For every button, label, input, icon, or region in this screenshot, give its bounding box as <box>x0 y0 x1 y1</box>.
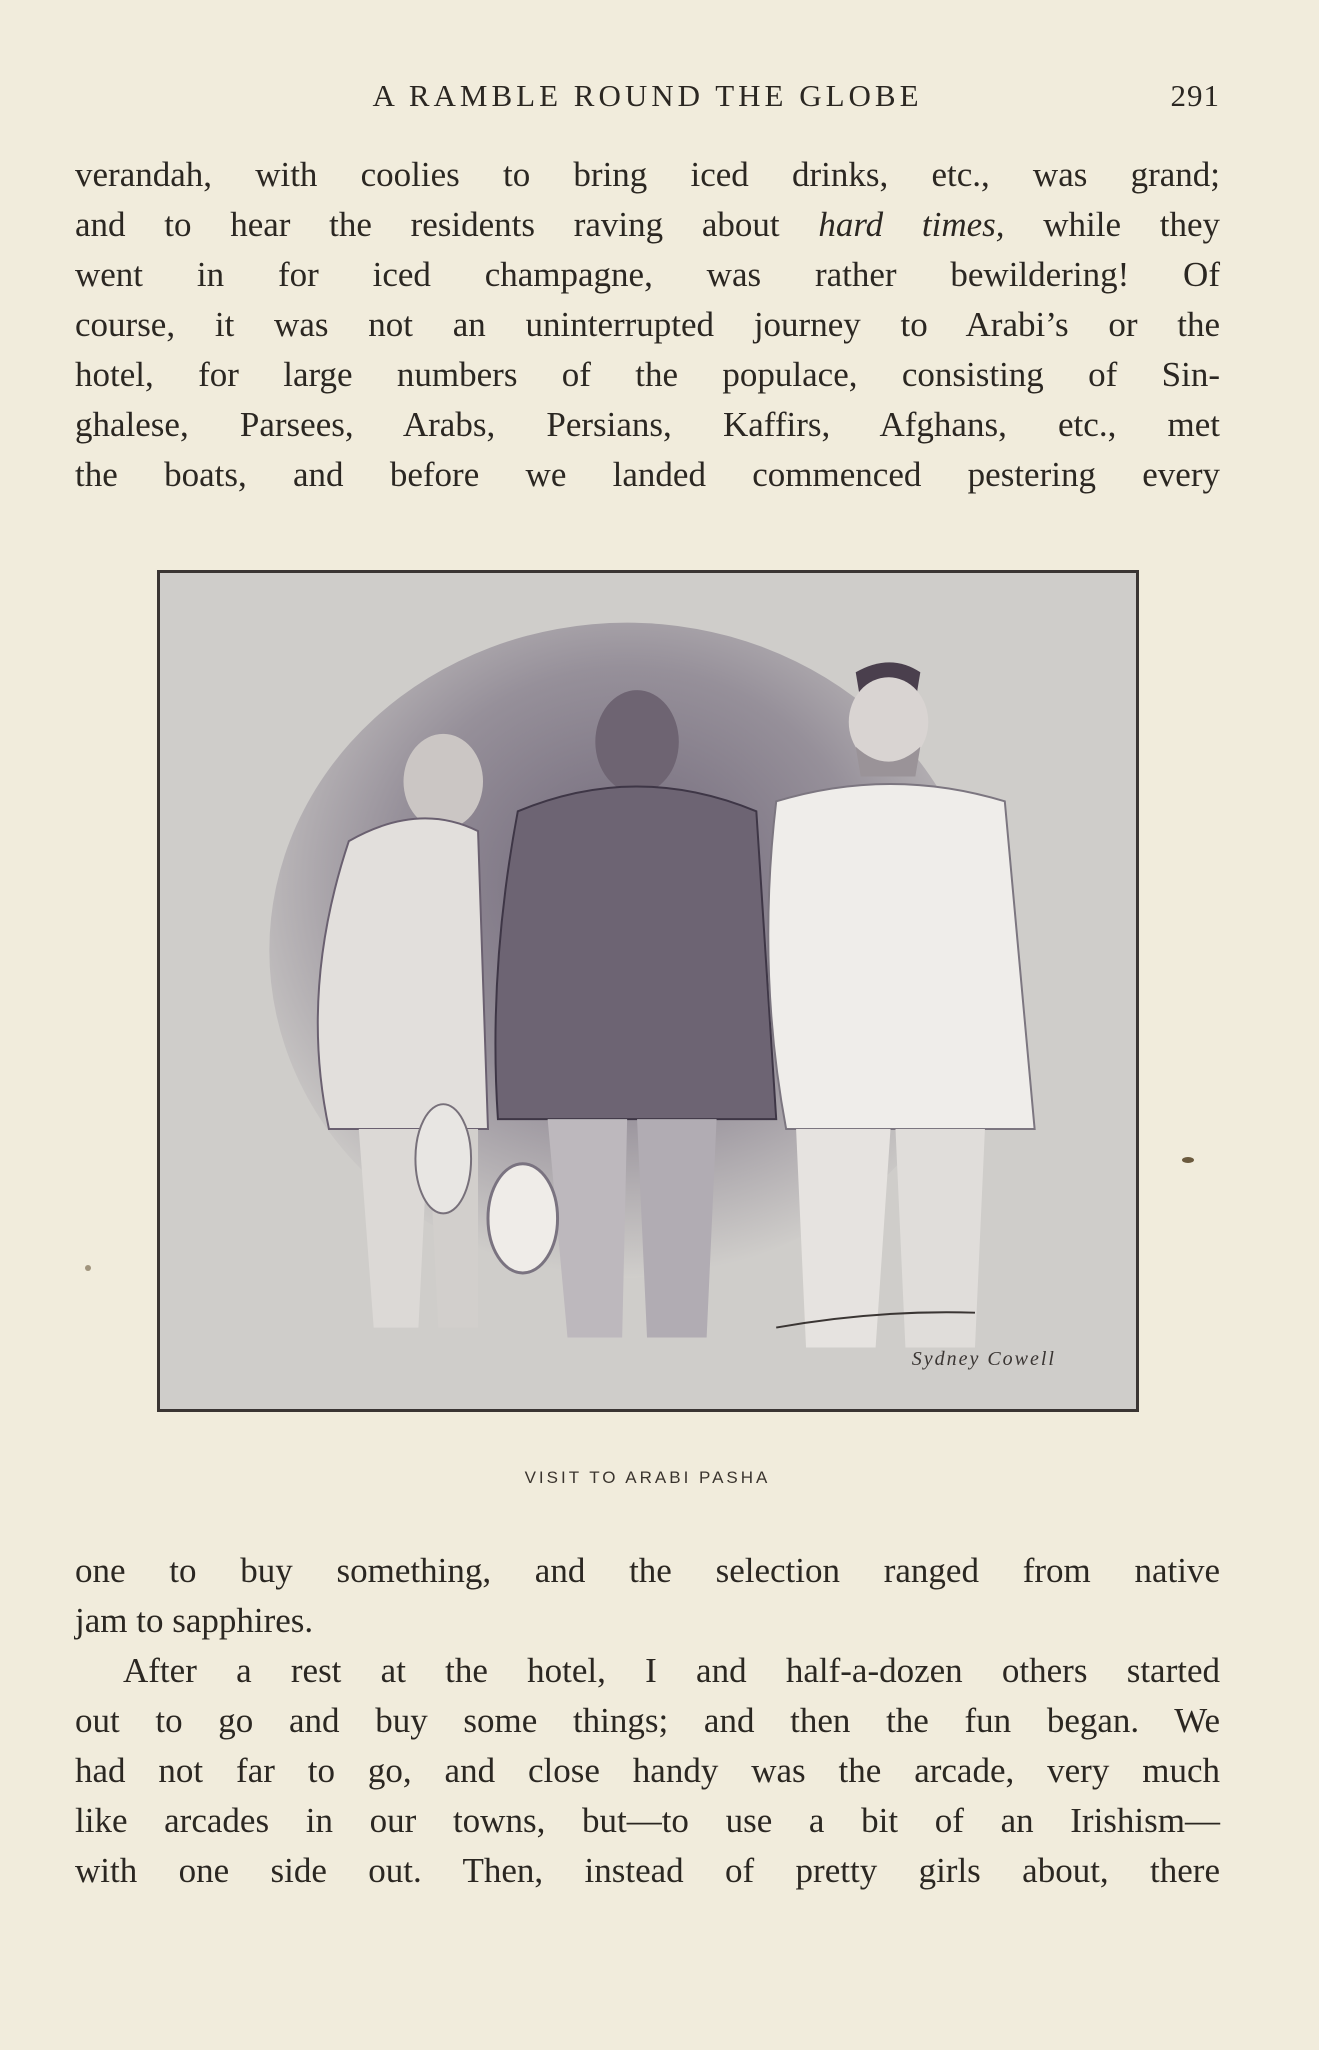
paragraph-middle <box>75 1546 1220 1646</box>
text-line: ghalese, Parsees, Arabs, Persians, Kaffirs, Afghans, etc., met <box>75 405 1220 444</box>
text-line: course, it was not an uninterrupted journey to Arabi’s or the <box>75 305 1220 344</box>
text-line: with one side out. Then, instead of pretty girls about, there <box>75 1851 1220 1890</box>
italic-phrase: hard times, <box>818 205 1005 244</box>
paragraph-top <box>75 150 1220 500</box>
text-line: verandah, with coolies to bring iced drinks, etc., was grand; <box>75 155 1220 194</box>
paragraph-bottom <box>75 1646 1220 1896</box>
text-line: went in for iced champagne, was rather bewildering! Of <box>75 255 1220 294</box>
text-line: had not far to go, and close handy was the arcade, very much <box>75 1751 1220 1790</box>
ink-spot <box>85 1265 91 1271</box>
text-line: After a rest at the hotel, I and half-a-dozen others started <box>123 1651 1220 1690</box>
text-segment: while they <box>1043 205 1220 244</box>
page-header <box>75 78 1220 122</box>
figure-caption: VISIT TO ARABI PASHA <box>524 1468 771 1487</box>
illustration-plate <box>157 570 1139 1412</box>
text-line: the boats, and before we landed commenced pestering every <box>75 455 1220 494</box>
text-line: one to buy something, and the selection ranged from native <box>75 1551 1220 1590</box>
text-line: hotel, for large numbers of the populace, consisting of Sin- <box>75 355 1220 394</box>
page-number: 291 <box>1170 78 1220 113</box>
illustration-drawing <box>160 573 1136 1409</box>
ink-spot <box>1182 1157 1194 1163</box>
running-title: A RAMBLE ROUND THE GLOBE <box>372 78 923 113</box>
text-line <box>75 200 1220 250</box>
text-line: jam to sapphires. <box>75 1601 314 1640</box>
text-line: like arcades in our towns, but—to use a bit of an Irishism— <box>75 1801 1220 1840</box>
artist-signature: Sydney Cowell <box>911 1348 1056 1370</box>
text-line: out to go and buy some things; and then the fun began. We <box>75 1701 1220 1740</box>
text-segment: and to hear the residents raving about <box>75 205 780 244</box>
